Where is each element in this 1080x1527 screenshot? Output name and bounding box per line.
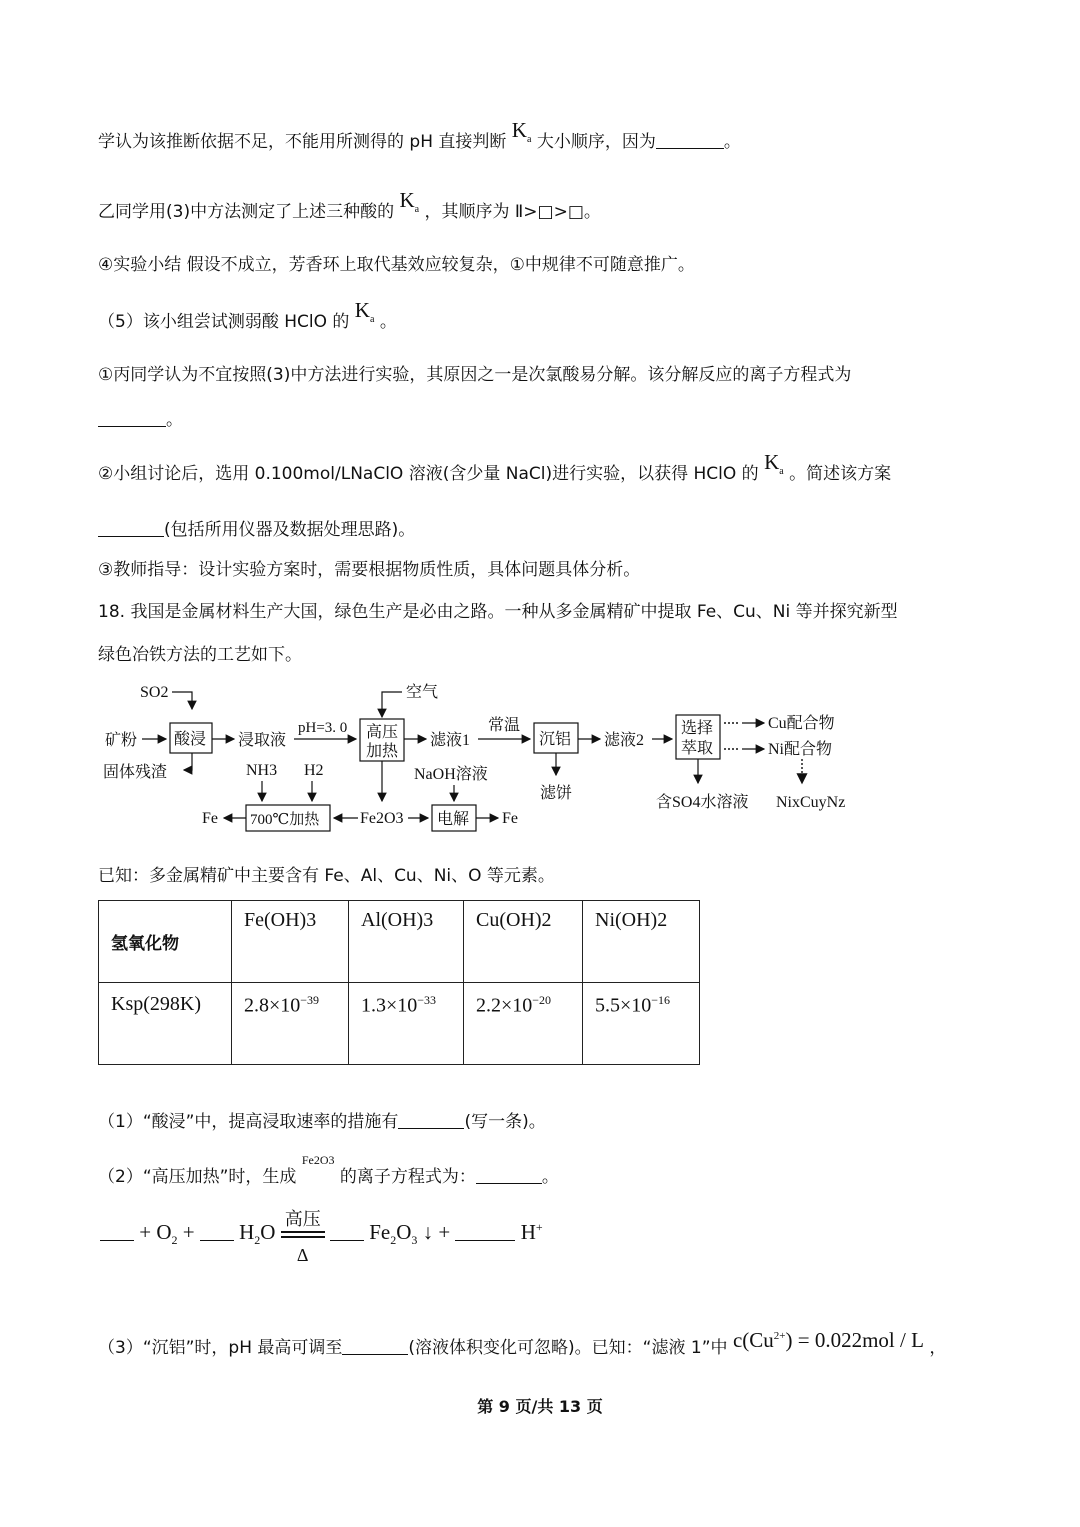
label-fe-right: Fe xyxy=(502,810,518,827)
ka-symbol: $K_a$ xyxy=(354,298,375,326)
label-kuangfen: 矿粉 xyxy=(105,732,138,749)
line-2: 乙同学用(3)中方法测定了上述三种酸的 $K_a$ ，其顺序为 Ⅱ>□>□。 xyxy=(98,188,601,222)
label-lvbing: 滤饼 xyxy=(540,785,573,802)
line-8: (包括所用仪器及数据处理思路)。 xyxy=(98,518,415,542)
question-2: （2）“高压加热”时，生成 $^{Fe2O3}$ 的离子方程式为： 。 xyxy=(98,1153,559,1187)
label-suanjin: 酸浸 xyxy=(174,731,207,748)
line-10: 18. 我国是金属材料生产大国，绿色生产是必由之路。一种从多金属精矿中提取 Fe、Cu、Ni 等并探究新型 xyxy=(98,602,898,622)
question-1: （1）“酸浸”中，提高浸取速率的措施有 (写一条)。 xyxy=(98,1112,546,1132)
label-gaoya1: 高压 xyxy=(366,724,399,741)
table-cell: $2.8\times 10^{-39}$ xyxy=(232,983,349,1065)
table-header-cell: Al(OH)3 xyxy=(349,901,464,983)
table-cell: $5.5\times 10^{-16}$ xyxy=(583,983,700,1065)
ka-symbol: $K_a$ xyxy=(399,188,420,216)
label-chenlv: 沉铝 xyxy=(539,731,572,748)
label-lvye1: 滤液1 xyxy=(430,732,471,749)
label-lvye2: 滤液2 xyxy=(604,732,645,749)
line-4: （5）该小组尝试测弱酸 HClO 的 $K_a$ 。 xyxy=(98,298,397,332)
coef-blank xyxy=(200,1224,234,1241)
label-jinquye: 浸取液 xyxy=(238,732,287,749)
ionic-equation: + $O_2 + H_2O$ 高压 Δ $Fe_2O_3$ ↓ + H+ xyxy=(100,1220,543,1248)
line-3: ④实验小结 假设不成立，芳香环上取代基效应较复杂，①中规律不可随意推广。 xyxy=(98,255,695,275)
answer-blank xyxy=(98,410,166,427)
label-so4-solution: 含SO4水溶液 xyxy=(656,794,749,811)
process-flow-diagram xyxy=(0,675,1080,835)
answer-blank xyxy=(476,1167,542,1184)
coef-blank xyxy=(455,1224,515,1241)
label-fe-left: Fe xyxy=(202,810,218,827)
line-5: ①丙同学认为不宜按照(3)中方法进行实验，其原因之一是次氯酸易分解。该分解反应的离子方程式为 xyxy=(98,365,852,385)
label-changwen: 常温 xyxy=(488,717,521,734)
label-heat700: 700℃加热 xyxy=(250,812,320,828)
label-kongqi: 空气 xyxy=(406,684,439,701)
table-cell: $1.3\times 10^{-33}$ xyxy=(349,983,464,1065)
label-xuanze1: 选择 xyxy=(681,720,714,737)
label-so2: SO2 xyxy=(140,684,169,701)
label-dianjie: 电解 xyxy=(437,811,470,828)
line-11: 绿色冶铁方法的工艺如下。 xyxy=(98,645,302,665)
coef-blank xyxy=(100,1224,134,1241)
line-12: 已知：多金属精矿中主要含有 Fe、Al、Cu、Ni、O 等元素。 xyxy=(98,866,555,886)
label-residue: 固体残渣 xyxy=(103,764,168,781)
ka-symbol: $K_a$ xyxy=(511,118,532,146)
label-nh3: NH3 xyxy=(246,762,278,779)
answer-blank xyxy=(656,132,724,149)
label-ph: pH=3. 0 xyxy=(298,720,348,736)
reaction-condition: 高压 Δ xyxy=(281,1231,325,1238)
fe2o3-small: Fe2O3 xyxy=(301,1153,335,1167)
answer-blank xyxy=(98,520,164,537)
label-fe2o3: Fe2O3 xyxy=(360,810,404,827)
label-nicun: NixCuyNz xyxy=(776,794,846,811)
label-h2: H2 xyxy=(304,762,324,779)
question-3: （3）“沉铝”时，pH 最高可调至 (溶液体积变化可忽略)。已知：“滤液 1”中 $c(Cu^{2+}) = 0.022mol / L$ ， xyxy=(98,1328,947,1358)
line-7: ②小组讨论后，选用 0.100mol/LNaClO 溶液(含少量 NaCl)进行实验，以获得 HClO 的 $K_a$ 。简述该方案 xyxy=(98,450,892,484)
answer-blank xyxy=(342,1338,408,1355)
label-gaoya2: 加热 xyxy=(366,743,399,760)
answer-blank xyxy=(398,1112,464,1129)
label-ni-complex: Ni配合物 xyxy=(768,741,833,758)
cu-concentration: $c(Cu^{2+}) = 0.022mol / L$ xyxy=(732,1328,924,1352)
table-row xyxy=(99,983,700,1065)
line-9: ③教师指导：设计实验方案时，需要根据物质性质，具体问题具体分析。 xyxy=(98,560,641,580)
label-naoh: NaOH溶液 xyxy=(414,766,488,783)
line-1: 学认为该推断依据不足，不能用所测得的 pH 直接判断 $K_a$ 大小顺序，因为 。 xyxy=(98,118,741,152)
table-header-cell: Ni(OH)2 xyxy=(583,901,700,983)
table-row-label: Ksp(298K) xyxy=(99,983,232,1065)
line-6: 。 xyxy=(98,408,183,432)
coef-blank xyxy=(330,1224,364,1241)
table-header-cell: Cu(OH)2 xyxy=(464,901,583,983)
label-xuanze2: 萃取 xyxy=(681,740,714,757)
ksp-table xyxy=(98,900,700,1065)
table-header-row xyxy=(99,901,700,983)
label-cu-complex: Cu配合物 xyxy=(768,715,835,732)
table-header-cell: 氢氧化物 xyxy=(99,901,232,983)
ka-symbol: $K_a$ xyxy=(764,450,784,478)
page-footer: 第 9 页/共 13 页 xyxy=(477,1397,603,1416)
table-header-cell: Fe(OH)3 xyxy=(232,901,349,983)
table-cell: $2.2\times 10^{-20}$ xyxy=(464,983,583,1065)
